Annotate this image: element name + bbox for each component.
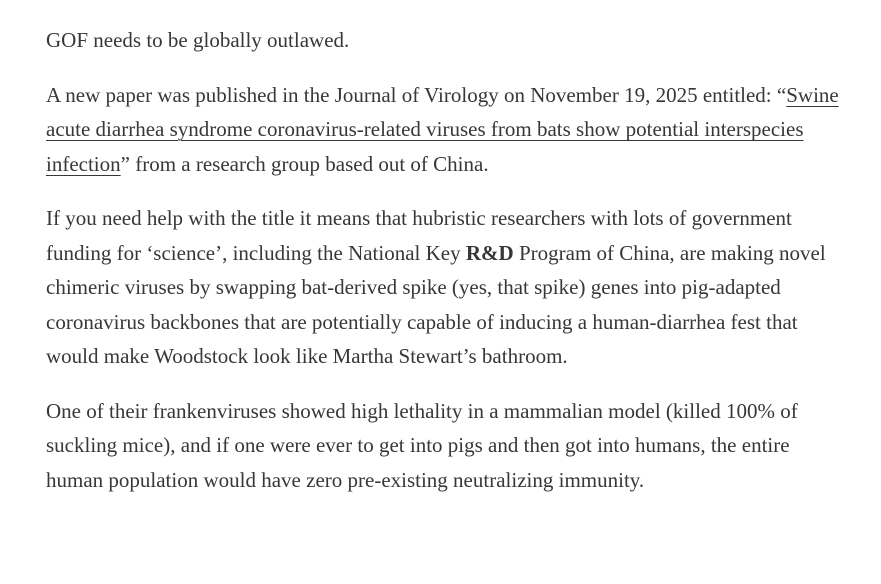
paragraph-1 xyxy=(46,23,846,58)
paragraph-3-text-after-bold: Program of China, are making novel chimeric viruses by swapping bat-derived spike (yes, that spike) genes into pig-adapted coronavirus backbones that are potentially capable of inducing a human-diarrhea fest that would make Woodstock look like Martha Stewart’s bathroom. xyxy=(46,240,826,368)
paragraph-3-bold-text: R&D xyxy=(465,240,514,265)
paragraph-3-text-before-bold: If you need help with the title it means that hubristic researchers with lots of government funding for ‘science’, including the National Key xyxy=(46,206,792,265)
paragraph-4 xyxy=(46,394,846,498)
paragraph-3 xyxy=(46,201,846,374)
paragraph-4-text: One of their frankenviruses showed high lethality in a mammalian model (killed 100% of suckling mice), and if one were ever to get into pigs and then got into humans, the entire human population would have zero pre-existing neutralizing immunity. xyxy=(46,398,798,492)
article-body xyxy=(46,23,846,517)
paragraph-1-text: GOF needs to be globally outlawed. xyxy=(46,28,350,52)
paragraph-2 xyxy=(46,78,846,182)
paragraph-2-text-after-link: ” from a research group based out of China. xyxy=(120,151,489,176)
paragraph-2-text-before-link: A new paper was published in the Journal of Virology on November 19, 2025 entitled: “ xyxy=(46,82,787,107)
paper-title-link[interactable]: Swine acute diarrhea syndrome coronavirus-related viruses from bats show potential interspecies infection xyxy=(46,82,839,176)
